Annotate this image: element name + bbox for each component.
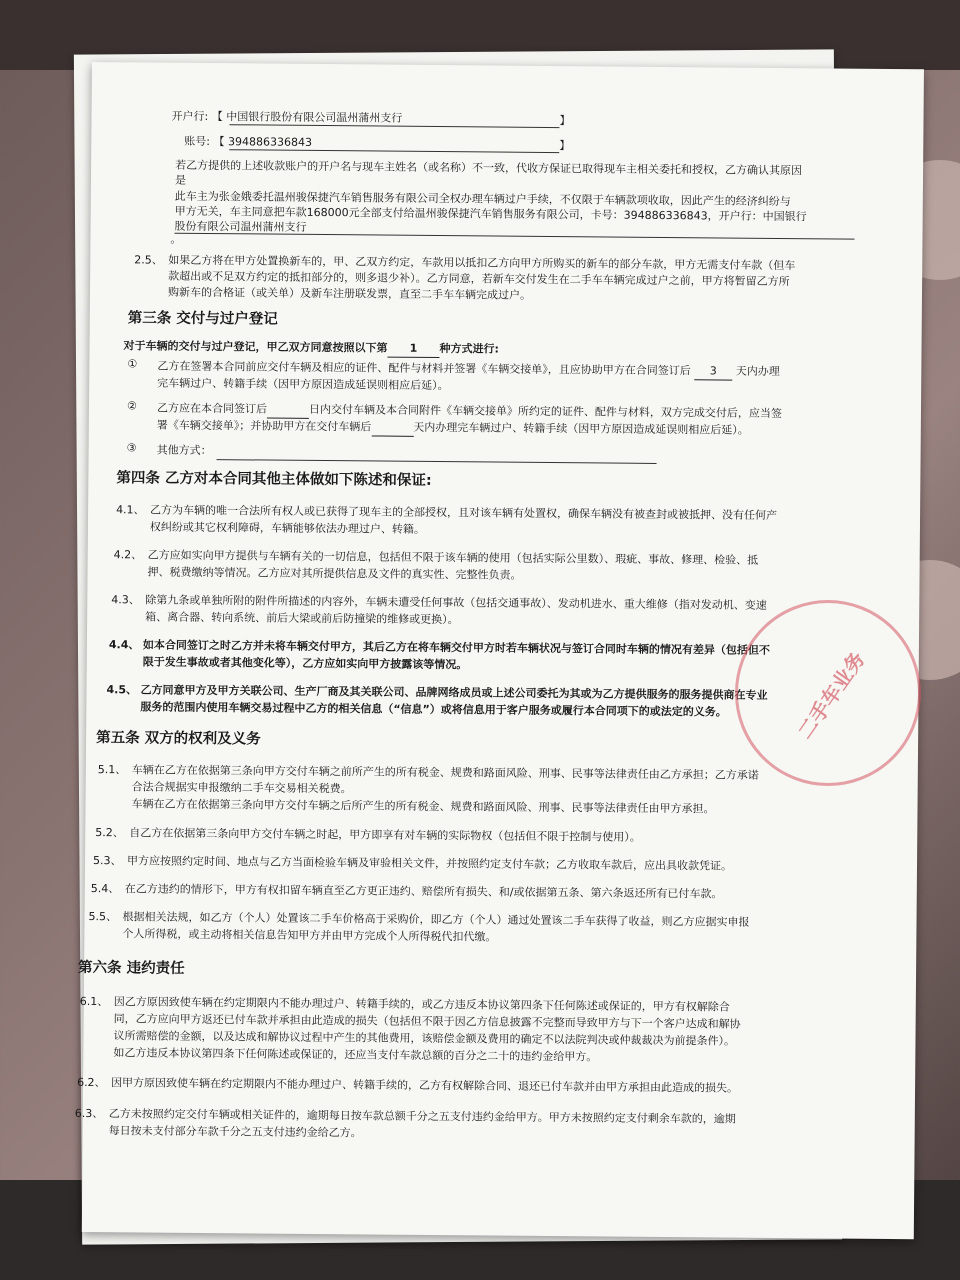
clause-text: 除第九条或单独所附的附件所描述的内容外，车辆未遭受任何事故（包括交通事故）、发动机进水、重大维修（指对发动机、变速 <box>145 593 767 612</box>
clause-text: 在乙方违约的情形下，甲方有权扣留车辆直至乙方更正违约、赔偿所有损失、和/或依据第五条、第六条返还所有已付车款。 <box>124 882 723 901</box>
clause-number: 6.3、 <box>74 1106 104 1121</box>
payee-note: 若乙方提供的上述收款账户的开户名与现车主姓名（或名称）不一致，代收方保证已取得现车主相关委托和授权，乙方确认其原因 <box>175 158 803 178</box>
clause-number: 4.3、 <box>111 593 140 607</box>
bank-underline <box>229 124 559 128</box>
account-bracket: 】 <box>559 139 571 153</box>
payee-reason: 股份有限公司温州蒲州支行 <box>174 219 307 234</box>
clause-text: 购新车的合格证（或关单）及新车注册联发票，直至二手车车辆完成过户。 <box>167 285 532 302</box>
account-underline <box>229 149 559 153</box>
clause-text: 乙方应如实向甲方提供与车辆有关的一切信息，包括但不限于该车辆的使用（包括实际公里数）、瑕疵、事故、修理、检验、抵 <box>147 548 759 567</box>
option-2-blank <box>267 402 309 419</box>
bank-value: 【 中国银行股份有限公司温州蒲州支行 <box>211 110 403 125</box>
clause-text: 合法合规据实申报缴纳二手车交易相关税费。 <box>131 780 352 796</box>
bank-bracket: 】 <box>559 114 571 128</box>
payee-reason-end: 。 <box>170 232 182 246</box>
clause-number: 4.2、 <box>113 548 143 562</box>
bank-label: 开户行: <box>171 109 209 124</box>
clause-text: 如本合同签订之时乙方并未将车辆交付甲方，其后乙方在将车辆交付甲方时若车辆状况与签订合同时车辆的情况有差异（包括但不 <box>142 638 770 657</box>
payee-note-cont: 是 <box>174 173 187 187</box>
option-1-tail: 天内办理 <box>735 364 780 379</box>
clause-text: 如果乙方将在甲方处置换新车的，甲、乙双方约定，车款用以抵扣乙方向甲方所购买的新车的部分车款，甲方无需支付车款（但车 <box>168 253 796 273</box>
option-2-text: 署《车辆交接单》；并协助甲方在交付车辆后 <box>156 418 372 434</box>
option-2-blank <box>371 419 413 436</box>
clause-number: 6.1、 <box>79 994 109 1009</box>
article-6-title: 第六条 违约责任 <box>78 959 185 977</box>
clause-text: 议所需赔偿的金额，以及达成和解协议过程中产生的其他费用，该赔偿金额及费用的确定不以法院判决或仲裁裁决为前提条件）。 <box>113 1029 736 1048</box>
clause-text: 因甲方原因致使车辆在约定期限内不能办理过户、转籍手续的，乙方有权解除合同、退还已付车款并由甲方承担由此造成的损失。 <box>111 1076 739 1095</box>
option-3-text: 其他方式： <box>156 443 212 458</box>
option-mark: ② <box>126 399 137 413</box>
clause-number: 6.2、 <box>77 1075 106 1090</box>
clause-number: 5.2、 <box>95 826 124 840</box>
option-mark: ① <box>127 357 138 371</box>
clause-text: 同，乙方应向甲方返还已付车款并承担由此造成的损失（包括但不限于因乙方信息披露不完整而导致甲方与下一个客户达成和解协 <box>113 1012 741 1031</box>
option-2-text: 日内交付车辆及本合同附件《车辆交接单》所约定的证件、配件与材料，双方完成交付后，应当签 <box>308 402 783 421</box>
clause-text: 权纠纷或其它权利障碍，车辆能够依法办理过户、转籍。 <box>149 520 425 536</box>
clause-number: 5.4、 <box>90 882 120 896</box>
clause-number: 5.3、 <box>92 854 122 868</box>
clause-text: 押、税费缴纳等情况。乙方应对其所提供信息及文件的真实性、完整性负责。 <box>147 565 522 582</box>
option-1-text: 完车辆过户、转籍手续（因甲方原因造成延误则相应后延）。 <box>157 376 449 393</box>
clause-text: 如乙方违反本协议第四条下任何陈述或保证的，还应当支付车款总额的百分之二十的违约金给甲方。 <box>113 1046 598 1064</box>
option-2-text: 天内办理完车辆过户、转籍手续（因甲方原因造成延误则相应后延）。 <box>413 420 749 437</box>
reason-underline <box>175 233 855 240</box>
clause-text: 每日按未支付部分车款千分之五支付违约金给乙方。 <box>108 1124 362 1140</box>
clause-text: 甲方应按照约定时间、地点与乙方当面检验车辆及审验相关文件，并按照约定支付车款；乙方收取车款后，应出具收款凭证。 <box>126 854 733 873</box>
account-value: 【 394886336843 <box>213 135 313 149</box>
option-mark: ③ <box>126 441 137 455</box>
art3-intro-tail: 种方式进行: <box>439 342 499 356</box>
clause-text: 乙方为车辆的唯一合法所有权人或已获得了现车主的全部授权，且对该车辆有处置权，确保车辆没有被查封或被抵押、没有任何产 <box>150 503 778 522</box>
clause-number: 5.5、 <box>88 910 118 924</box>
payee-reason: 甲方无关，车主同意把车款168000元全部支付给温州骏保捷汽车销售服务有限公司，卡号：394886336843，开户行：中国银行 <box>174 204 807 224</box>
clause-number: 5.1、 <box>97 763 127 777</box>
clause-text: 个人所得税，或主动将相关信息告知甲方并由甲方完成个人所得税代扣代缴。 <box>122 927 497 944</box>
clause-text: 乙方同意甲方及甲方关联公司、生产厂商及其关联公司、品牌网络成员或上述公司委托为其或为乙方提供服务的服务提供商在专业 <box>140 683 768 702</box>
article-4-title: 第四条 乙方对本合同其他主体做如下陈述和保证: <box>116 470 432 489</box>
clause-number: 4.5、 <box>106 683 138 697</box>
clause-text: 限于发生事故或者其他变化等），乙方应如实向甲方披露该等情况。 <box>142 655 468 672</box>
clause-text: 乙方未按照约定交付车辆或相关证件的，逾期每日按车款总额千分之五支付违约金给甲方。甲方未按照约定支付剩余车款的，逾期 <box>108 1107 736 1126</box>
clause-text: 箱、离合器、转向系统、前后大梁或前后防撞梁的维修或更换）。 <box>145 610 459 627</box>
clause-text: 自乙方在依据第三条向甲方交付车辆之时起，甲方即享有对车辆的实际物权（包括但不限于控制与使用）。 <box>129 826 641 844</box>
art3-intro-text: 对于车辆的交付与过户登记，甲乙双方同意按照以下第 <box>123 339 388 355</box>
account-label: 账号: <box>184 134 211 149</box>
clause-number: 4.4、 <box>108 638 140 652</box>
clause-text: 车辆在乙方在依据第三条向甲方交付车辆之前所产生的所有税金、规费和路面风险、刑事、民事等法律责任由乙方承担；乙方承诺 <box>131 763 759 782</box>
payee-reason: 此车主为张金娥委托温州骏保捷汽车销售服务有限公司全权办理车辆过户手续，不仅限于车辆款项收取，因此产生的经济纠纷与 <box>174 189 791 209</box>
article-3-title: 第三条 交付与过户登记 <box>127 310 278 328</box>
article-5-title: 第五条 双方的权利及义务 <box>96 730 261 748</box>
stamp-text: 二手车业务 <box>792 647 870 744</box>
clause-text: 款超出或不足双方约定的抵扣部分的，则多退少补）。乙方同意，若新车交付发生在二手车车辆完成过户之前，甲方将暂留乙方所 <box>168 269 790 289</box>
account-row <box>184 134 312 151</box>
option-1-text: 乙方在签署本合同前应交付车辆及相应的证件、配件与材料并签署《车辆交接单》，且应协助甲方在合同签订后 <box>157 359 691 378</box>
clause-number: 4.1、 <box>116 503 145 517</box>
clause-text: 服务的范围内使用车辆交易过程中乙方的相关信息（“信息”）或将信息用于客户服务或履行本合同项下的或法定的义务。 <box>140 700 727 719</box>
clause-text: 因乙方原因致使车辆在约定期限内不能办理过户、转籍手续的，或乙方违反本协议第四条下任何陈述或保证的，甲方有权解除合 <box>113 995 730 1014</box>
option-3-underline <box>217 459 657 464</box>
clause-text: 根据相关法规，如乙方（个人）处置该二手车价格高于采购价，即乙方（个人）通过处置该二手车获得了收益，则乙方应据实申报 <box>122 910 750 929</box>
art3-intro <box>123 338 499 358</box>
clause-text: 车辆在乙方在依据第三条向甲方交付车辆之后所产生的所有税金、规费和路面风险、刑事、民事等法律责任由甲方承担。 <box>131 797 715 816</box>
clause-number: 2.5、 <box>134 253 163 267</box>
art3-method-number: 1 <box>387 341 439 358</box>
option-1-days: 3 <box>694 363 732 380</box>
option-2-text: 乙方应在本合同签订后 <box>156 401 268 416</box>
